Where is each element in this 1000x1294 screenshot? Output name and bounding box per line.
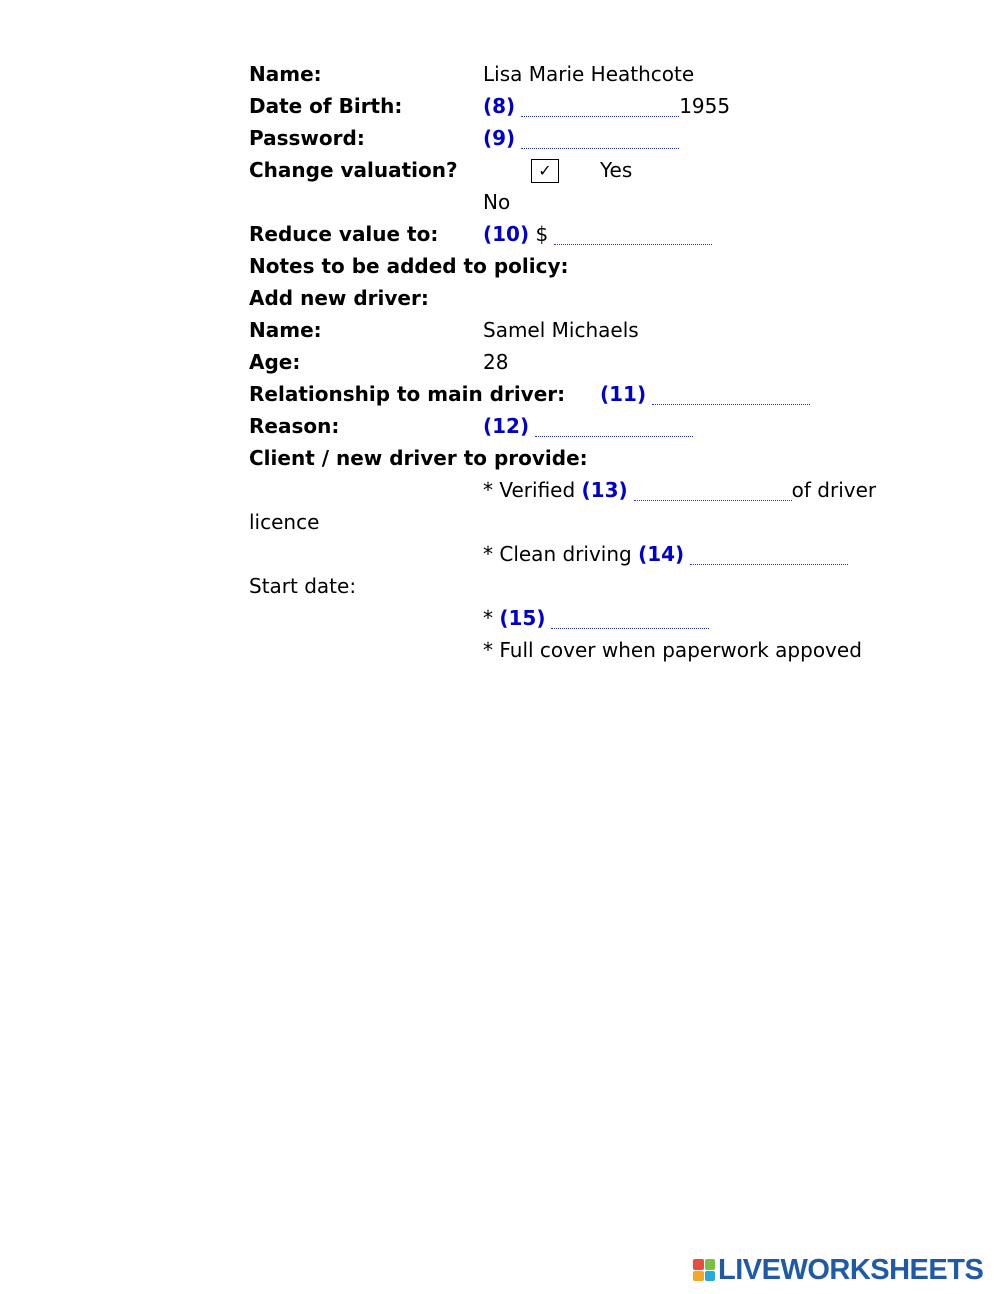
name-label: Name: (249, 62, 322, 86)
logo-block-orange (693, 1271, 704, 1282)
currency-symbol: $ (535, 222, 549, 246)
logo-block-green (705, 1259, 716, 1270)
reduce-value-label: Reduce value to: (249, 222, 439, 246)
verified-prefix: * Verified (483, 478, 576, 502)
reason-row (483, 414, 693, 438)
dob-label: Date of Birth: (249, 94, 403, 118)
answer-15-input[interactable] (551, 614, 709, 629)
answer-11-input[interactable] (652, 390, 810, 405)
full-cover-text: * Full cover when paperwork appoved (483, 638, 862, 662)
item-15-row (483, 606, 709, 630)
licence-text: licence (249, 510, 320, 534)
verified-row (483, 478, 876, 502)
provide-heading: Client / new driver to provide: (249, 446, 588, 470)
verified-suffix: of driver (791, 478, 877, 502)
answer-8-input[interactable] (521, 102, 679, 117)
answer-10-input[interactable] (554, 230, 712, 245)
age-value: 28 (483, 350, 509, 374)
answer-13-input[interactable] (634, 486, 792, 501)
answer-number-11: (11) (600, 382, 647, 406)
start-date-label: Start date: (249, 574, 357, 598)
clean-driving-row (483, 542, 848, 566)
age-label: Age: (249, 350, 301, 374)
answer-9-input[interactable] (521, 134, 679, 149)
answer-number-15: (15) (499, 606, 546, 630)
driver-name-label: Name: (249, 318, 322, 342)
yes-option-label: Yes (600, 158, 633, 182)
no-option-label: No (483, 190, 511, 214)
answer-14-input[interactable] (690, 550, 848, 565)
password-row (483, 126, 679, 150)
answer-number-8: (8) (483, 94, 516, 118)
answer-12-input[interactable] (535, 422, 693, 437)
dob-row (483, 94, 730, 118)
change-valuation-label: Change valuation? (249, 158, 458, 182)
clean-driving-prefix: * Clean driving (483, 542, 632, 566)
relationship-label: Relationship to main driver: (249, 382, 566, 406)
answer-number-14: (14) (638, 542, 685, 566)
logo-block-red (693, 1259, 704, 1270)
notes-heading: Notes to be added to policy: (249, 254, 569, 278)
answer-number-13: (13) (581, 478, 628, 502)
reduce-value-row (483, 222, 712, 246)
dob-year: 1955 (679, 94, 731, 118)
answer-number-9: (9) (483, 126, 516, 150)
reason-label: Reason: (249, 414, 340, 438)
answer-number-12: (12) (483, 414, 530, 438)
driver-name-value: Samel Michaels (483, 318, 639, 342)
logo-blocks-icon (693, 1259, 715, 1281)
logo-block-blue (705, 1271, 716, 1282)
password-label: Password: (249, 126, 365, 150)
item-15-prefix: * (483, 606, 493, 630)
liveworksheets-logo (693, 1255, 983, 1285)
answer-number-10: (10) (483, 222, 530, 246)
valuation-checkbox[interactable]: ✓ (531, 159, 559, 183)
name-value: Lisa Marie Heathcote (483, 62, 695, 86)
add-driver-heading: Add new driver: (249, 286, 429, 310)
logo-text: LIVEWORKSHEETS (718, 1253, 984, 1286)
relationship-row (600, 382, 810, 406)
